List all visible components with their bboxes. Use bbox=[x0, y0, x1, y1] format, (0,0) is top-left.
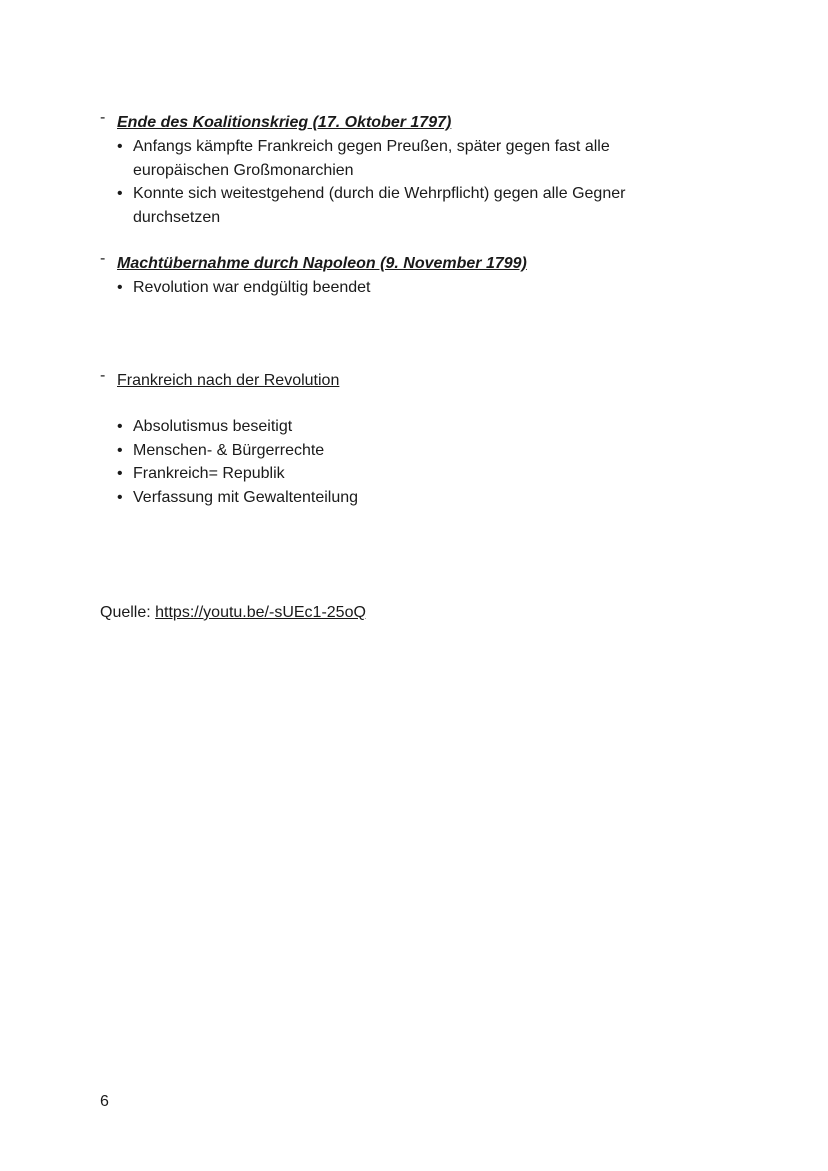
list-item: • Konnte sich weitestgehend (durch die Wehrpflicht) gegen alle Gegner durchsetzen bbox=[100, 182, 660, 229]
section-heading-line bbox=[100, 109, 720, 134]
dash-marker: - bbox=[100, 367, 106, 384]
section-napoleon bbox=[100, 250, 720, 300]
source-line bbox=[100, 602, 366, 624]
section-title: Frankreich nach der Revolution bbox=[117, 372, 340, 389]
page-number: 6 bbox=[100, 1093, 109, 1110]
bullet-list bbox=[100, 135, 660, 229]
dash-marker: - bbox=[100, 250, 106, 267]
list-item: • Menschen- & Bürgerrechte bbox=[100, 439, 720, 463]
source-link[interactable]: https://youtu.be/-sUEc1-25oQ bbox=[155, 604, 366, 621]
list-item: • Frankreich= Republik bbox=[100, 462, 720, 486]
section-title: Ende des Koalitionskrieg (17. Oktober 1797) bbox=[117, 114, 452, 131]
dash-marker: - bbox=[100, 109, 106, 126]
section-title: Machtübernahme durch Napoleon (9. November 1799) bbox=[117, 255, 527, 272]
list-item: • Verfassung mit Gewaltenteilung bbox=[100, 486, 720, 510]
section-frankreich-nach-revolution bbox=[100, 367, 720, 509]
list-item: • Revolution war endgültig beendet bbox=[100, 276, 720, 300]
section-koalitionskrieg bbox=[100, 109, 720, 229]
list-item: • Absolutismus beseitigt bbox=[100, 415, 720, 439]
bullet-list bbox=[100, 415, 720, 509]
source-label: Quelle: bbox=[100, 604, 156, 621]
section-heading-line bbox=[100, 250, 720, 275]
section-heading-line bbox=[100, 367, 720, 392]
list-item: • Anfangs kämpfte Frankreich gegen Preußen, später gegen fast alle europäischen Großmonarchien bbox=[100, 135, 660, 182]
bullet-list bbox=[100, 276, 720, 300]
